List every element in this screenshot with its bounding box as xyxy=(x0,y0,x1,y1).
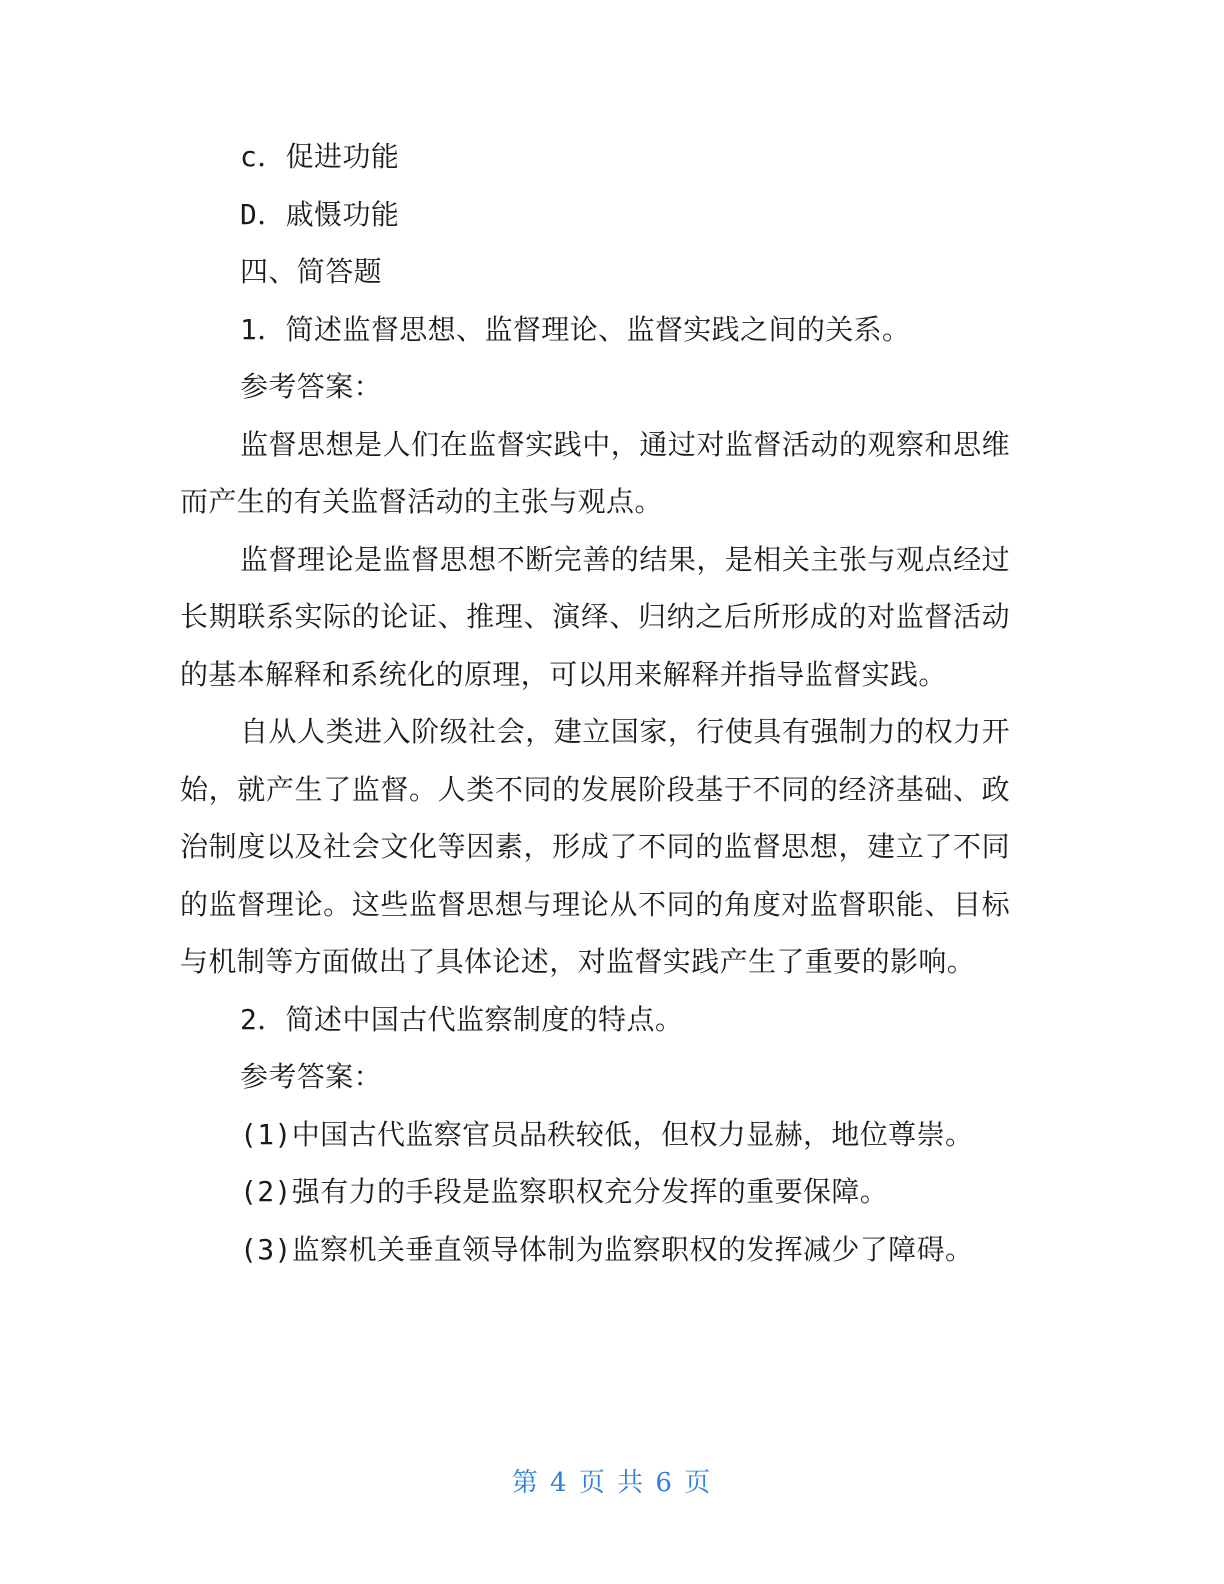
section-heading: 四、简答题 xyxy=(240,255,383,288)
answer-point-2: (2)强有力的手段是监察职权充分发挥的重要保障。 xyxy=(240,1175,889,1208)
answer-point-3: (3)监察机关垂直领导体制为监察职权的发挥减少了障碍。 xyxy=(240,1232,974,1266)
page-number-footer: 第 4 页 共 6 页 xyxy=(511,1468,713,1498)
answer-label-2: 参考答案： xyxy=(240,1060,383,1093)
document-body xyxy=(180,128,1010,1278)
answer-paragraph-2: 监督理论是监督思想不断完善的结果，是相关主张与观点经过长期联系实际的论证、推理、演绎、归纳之后所形成的对监督活动的基本解释和系统化的原理，可以用来解释并指导监督实践。 xyxy=(180,542,1010,691)
option-d: D．戚慑功能 xyxy=(240,197,400,231)
answer-label-1: 参考答案： xyxy=(240,370,383,403)
question-2: 2．简述中国古代监察制度的特点。 xyxy=(240,1002,684,1036)
answer-point-1: (1)中国古代监察官员品秩较低，但权力显赫，地位尊崇。 xyxy=(240,1117,974,1151)
answer-paragraph-3: 自从人类进入阶级社会，建立国家，行使具有强制力的权力开始，就产生了监督。人类不同的发展阶段基于不同的经济基础、政治制度以及社会文化等因素，形成了不同的监督思想，建立了不同的监督理论。这些监督思想与理论从不同的角度对监督职能、目标与机制等方面做出了具体论述，对监督实践产生了重要的影响。 xyxy=(180,715,1010,978)
option-c: c．促进功能 xyxy=(240,140,400,173)
answer-paragraph-1: 监督思想是人们在监督实践中，通过对监督活动的观察和思维而产生的有关监督活动的主张与观点。 xyxy=(180,427,1010,518)
question-1: 1．简述监督思想、监督理论、监督实践之间的关系。 xyxy=(240,312,911,346)
